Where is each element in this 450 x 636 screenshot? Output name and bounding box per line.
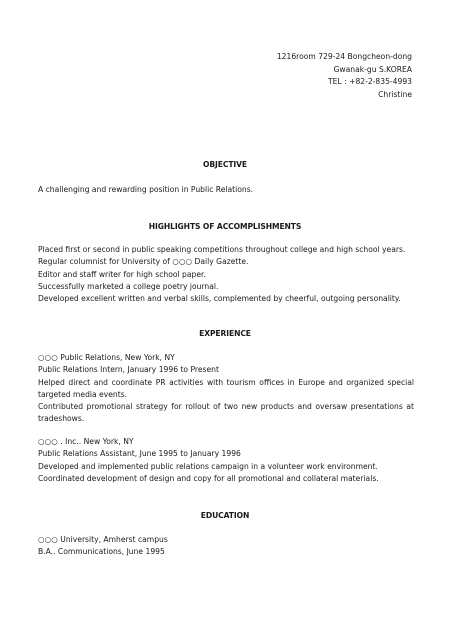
employer-line: ○○○ Public Relations, New York, NY	[38, 353, 175, 362]
contact-block	[277, 51, 412, 101]
job-title-line: Public Relations Intern, January 1996 to Present	[38, 365, 219, 375]
highlight-item: Developed excellent written and verbal skills, complemented by cheerful, outgoing personality.	[38, 294, 401, 304]
experience-job-2	[38, 436, 414, 485]
objective-text: A challenging and rewarding position in Public Relations.	[38, 185, 254, 194]
job-duty: Helped direct and coordinate PR activities with tourism offices in Europe and organized special targeted media events.	[38, 377, 414, 399]
highlight-item: Placed first or second in public speaking competitions throughout college and high school years.	[38, 245, 406, 254]
job-duty: Contributed promotional strategy for rollout of two new products and oversaw presentations at tradeshows.	[38, 402, 414, 424]
school-line: ○○○ University, Amherst campus	[38, 535, 168, 544]
objective-heading: OBJECTIVE	[203, 160, 247, 169]
job-duty: Coordinated development of design and copy for all promotional and collateral materials.	[38, 473, 379, 483]
job-title-line: Public Relations Assistant, June 1995 to January 1996	[38, 449, 241, 459]
address-city: Gwanak-gu S.KOREA	[333, 64, 412, 74]
education-heading: EDUCATION	[200, 511, 250, 520]
highlights-heading: HIGHLIGHTS OF ACCOMPLISHMENTS	[148, 222, 302, 231]
highlight-item: Editor and staff writer for high school paper.	[38, 269, 206, 279]
address-line: 1216room 729-24 Bongcheon-dong	[276, 52, 412, 61]
degree-line: B.A.. Communications, June 1995	[38, 547, 165, 557]
employer-line: ○○○ . Inc.. New York, NY	[38, 437, 134, 446]
experience-heading: EXPERIENCE	[199, 329, 251, 338]
objective-section	[38, 184, 414, 196]
highlight-item: Regular columnist for University of ○○○ Daily Gazette.	[38, 257, 249, 267]
highlight-item: Successfully marketed a college poetry journal.	[38, 281, 219, 291]
education-section	[38, 534, 414, 559]
applicant-name: Christine	[378, 89, 412, 99]
phone-number: TEL : +82-2-835-4993	[328, 77, 412, 87]
job-duty: Developed and implemented public relations campaign in a volunteer work environment.	[38, 461, 378, 471]
highlights-section	[38, 244, 414, 305]
experience-job-1	[38, 352, 414, 426]
